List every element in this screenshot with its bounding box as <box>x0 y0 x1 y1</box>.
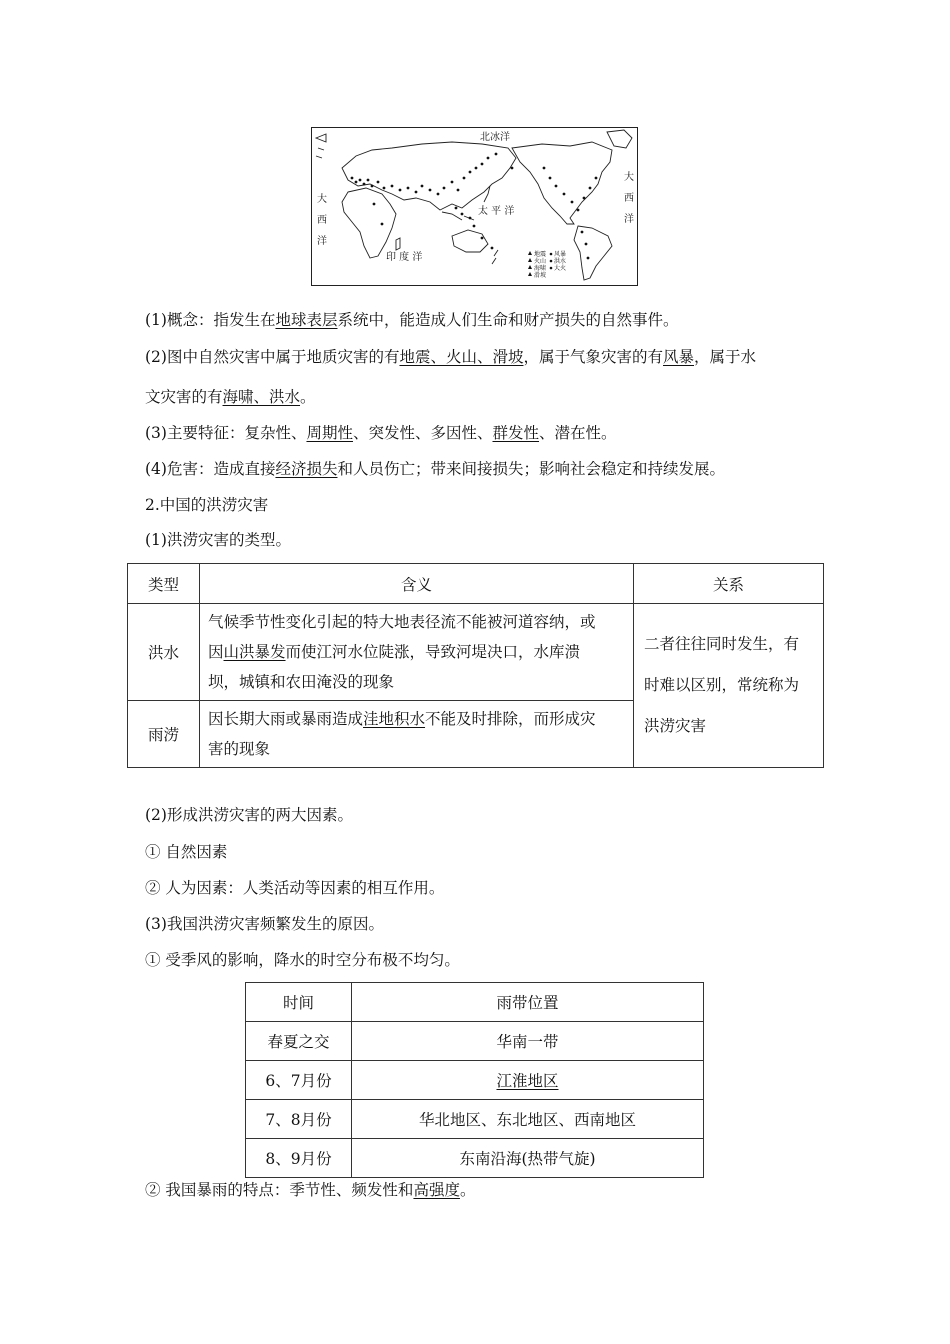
meaning-waterlog: 因长期大雨或暴雨造成洼地积水不能及时排除，而形成灾 害的现象 <box>200 701 634 768</box>
header-relation: 关系 <box>634 564 824 604</box>
pacific-ocean-label: 太 平 洋 <box>478 206 515 217</box>
australia-outline <box>452 230 488 252</box>
cell-place <box>352 1061 704 1100</box>
answer-underline: 江淮地区 <box>496 1072 559 1090</box>
cell-time: 春夏之交 <box>246 1022 352 1061</box>
legend-flood-label: 洪水 <box>554 258 567 265</box>
cell-place: 东南沿海(热带气旋) <box>352 1139 704 1178</box>
legend-marker-landslide <box>528 272 532 276</box>
continent-outlines <box>316 130 632 280</box>
classification-paragraph-cont: 文灾害的有海啸、洪水。 <box>145 388 316 406</box>
atlantic-left-label-2: 西 <box>317 215 327 226</box>
rainstorm-features: ② 我国暴雨的特点：季节性、频发性和高强度。 <box>145 1181 476 1199</box>
classification-paragraph: (2)图中自然灾害中属于地质灾害的有地震、火山、滑坡，属于气象灾害的有风暴，属于水 <box>145 348 757 366</box>
south-america-outline <box>574 226 612 280</box>
answer-underline: 周期性 <box>306 424 353 442</box>
atlantic-right-label-3: 洋 <box>624 214 634 225</box>
header-time: 时间 <box>246 983 352 1022</box>
answer-underline: 山洪暴发 <box>223 643 286 661</box>
atlantic-right-label-1: 大 <box>624 172 634 183</box>
legend-landslide-label: 滑坡 <box>534 272 547 279</box>
cell-place: 华北地区、东北地区、西南地区 <box>352 1100 704 1139</box>
monsoon-cause: ① 受季风的影响，降水的时空分布极不均匀。 <box>145 951 460 969</box>
arctic-islands-outline <box>316 134 326 158</box>
table-row <box>246 1100 704 1139</box>
header-place: 雨带位置 <box>352 983 704 1022</box>
table-row <box>246 1139 704 1178</box>
meaning-flood: 气候季节性变化引起的特大地表径流不能被河道容纳，或 因山洪暴发而使江河水位陡涨，导致河堤决口，水库溃 坝，城镇和农田淹没的现象 <box>200 604 634 701</box>
factors-subheading: (2)形成洪涝灾害的两大因素。 <box>145 806 353 824</box>
answer-underline: 经济损失 <box>275 460 338 478</box>
human-factor: ② 人为因素：人类活动等因素的相互作用。 <box>145 879 445 897</box>
legend-fire-label: 大火 <box>554 265 567 272</box>
legend-marker-fire <box>550 267 553 270</box>
legend-tsunami-label: 海啸 <box>534 265 547 272</box>
cell-time: 8、9月份 <box>246 1139 352 1178</box>
type-flood: 洪水 <box>128 604 200 701</box>
concept-paragraph: (1)概念：指发生在地球表层系统中，能造成人们生命和财产损失的自然事件。 <box>145 311 679 329</box>
cell-place: 华南一带 <box>352 1022 704 1061</box>
atlantic-left-label-3: 洋 <box>317 236 327 247</box>
table-header-row <box>128 564 824 604</box>
cell-time: 6、7月份 <box>246 1061 352 1100</box>
answer-underline: 海啸、洪水 <box>222 388 301 406</box>
greenland-outline <box>607 130 632 148</box>
answer-underline: 风暴 <box>663 348 695 366</box>
relation-cell: 二者往往同时发生，有时难以区别，常统称为洪涝灾害 <box>634 604 824 768</box>
answer-underline: 洼地积水 <box>363 710 426 728</box>
legend-volcano-label: 火山 <box>534 258 547 265</box>
table-row <box>246 1022 704 1061</box>
natural-factor: ① 自然因素 <box>145 843 228 861</box>
atlantic-left-label-1: 大 <box>317 194 327 205</box>
legend-storm-label: 风暴 <box>554 251 567 258</box>
rain-belt-table <box>245 982 704 1178</box>
answer-underline: 地球表层 <box>275 311 338 329</box>
legend-marker-storm <box>550 253 553 256</box>
table-row <box>246 1061 704 1100</box>
features-paragraph: (3)主要特征：复杂性、周期性、突发性、多因性、群发性、潜在性。 <box>145 424 617 442</box>
cell-time: 7、8月份 <box>246 1100 352 1139</box>
section2-heading: 2.中国的洪涝灾害 <box>145 496 269 514</box>
flood-types-subheading: (1)洪涝灾害的类型。 <box>145 531 291 549</box>
legend-earthquake-label: 地震 <box>534 251 547 258</box>
world-disaster-map <box>311 127 638 286</box>
map-legend <box>528 250 566 279</box>
flood-types-table <box>127 563 824 768</box>
legend-marker-earthquake <box>528 251 532 255</box>
table-header-row <box>246 983 704 1022</box>
answer-underline: 地震、火山、滑坡 <box>399 348 524 366</box>
answer-underline: 群发性 <box>492 424 540 442</box>
causes-subheading: (3)我国洪涝灾害频繁发生的原因。 <box>145 915 384 933</box>
eurasia-outline <box>342 142 516 210</box>
answer-underline: 高强度 <box>413 1181 460 1199</box>
legend-marker-volcano <box>528 258 532 262</box>
new-zealand-outline <box>492 250 498 264</box>
arctic-ocean-label: 北冰洋 <box>480 132 510 143</box>
map-drawing <box>312 128 636 284</box>
legend-marker-flood <box>550 260 553 263</box>
africa-outline <box>342 188 396 258</box>
table-row <box>128 604 824 701</box>
atlantic-right-label-2: 西 <box>624 193 634 204</box>
legend-marker-tsunami <box>528 265 532 269</box>
indian-ocean-label: 印 度 洋 <box>386 252 423 263</box>
header-meaning: 含义 <box>200 564 634 604</box>
harm-paragraph: (4)危害：造成直接经济损失和人员伤亡；带来间接损失；影响社会稳定和持续发展。 <box>145 460 725 478</box>
disaster-markers <box>351 153 598 260</box>
header-type: 类型 <box>128 564 200 604</box>
madagascar-outline <box>396 238 400 250</box>
north-america-outline <box>512 142 612 224</box>
type-waterlog: 雨涝 <box>128 701 200 768</box>
